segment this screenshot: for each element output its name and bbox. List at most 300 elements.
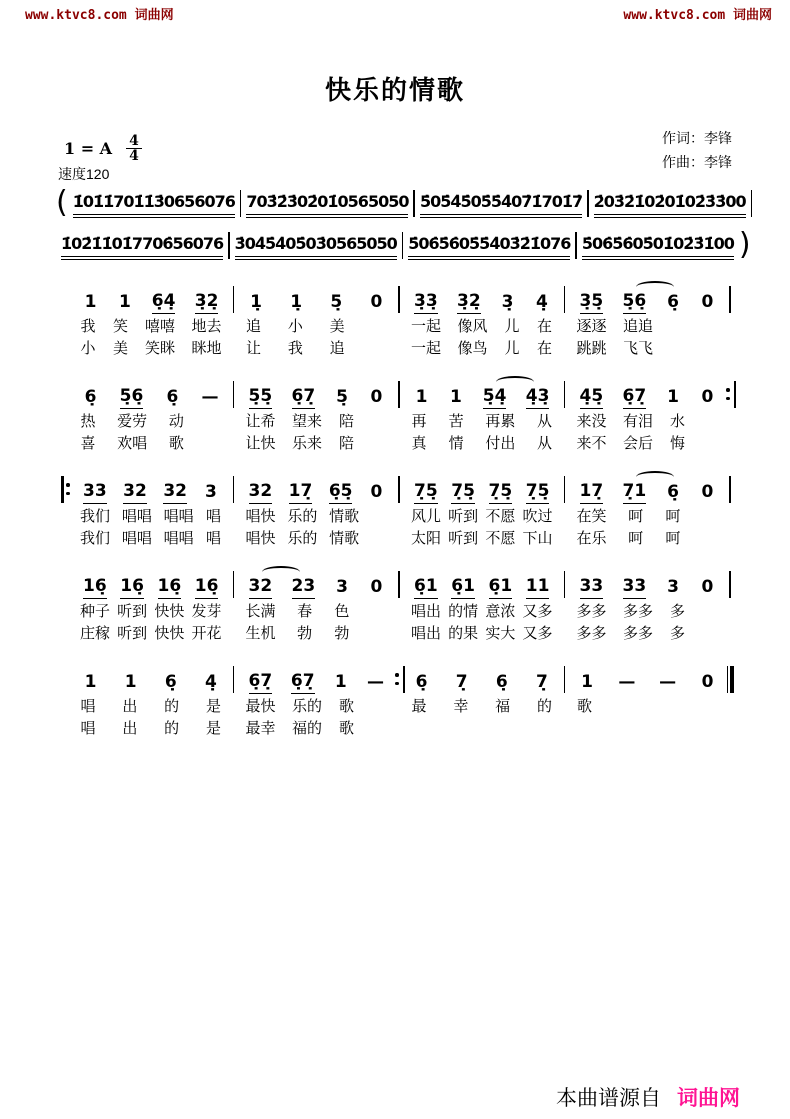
lyric-word: 逐逐 <box>576 317 607 335</box>
barline-thin-stroke <box>398 476 400 503</box>
barline-thin-stroke <box>727 666 729 693</box>
lyric-measure <box>74 315 228 336</box>
note-token: 6̣7̣ <box>249 670 273 694</box>
lyric-word: 唱唱 <box>163 507 194 525</box>
lyric-word: 种子 <box>80 602 111 620</box>
lyric-word: 多多 <box>576 624 607 642</box>
lyric-word: 乐的 <box>292 697 323 715</box>
lyric-word: 像风 <box>457 317 488 335</box>
barline-empty <box>56 284 74 314</box>
barline-thin-stroke <box>564 571 566 598</box>
barline-thin <box>228 379 240 409</box>
note-token: 1 <box>118 292 131 312</box>
note-token: 1̇076 <box>530 233 571 260</box>
lyric-word: 唱 <box>80 719 96 737</box>
measure <box>405 671 559 694</box>
lyric-measure <box>240 600 394 621</box>
lyric-word: 来不 <box>576 434 607 452</box>
lyric-word: 出 <box>122 719 138 737</box>
lyric-word: 福 <box>495 697 511 715</box>
barline-thin <box>393 569 405 599</box>
lyric-measure <box>571 622 725 643</box>
lyrics-row-verse-1 <box>56 409 736 431</box>
barline-repeat-end <box>724 379 736 409</box>
note-token: 32 <box>163 480 187 504</box>
note-token: 6̣ <box>166 387 179 407</box>
lyric-word: 一起 <box>411 317 442 335</box>
lyric-word: 呵 <box>628 529 644 547</box>
lyric-word: 苦 <box>448 412 464 430</box>
note-token: 7̣1 <box>623 480 647 504</box>
lyric-word: 眯地 <box>191 339 222 357</box>
barline-thin-stroke <box>729 571 731 598</box>
note-token: 7̣5̣ <box>414 480 438 504</box>
note-token: 5̣ <box>330 292 343 312</box>
note-token: 33 <box>83 480 107 504</box>
note-token: 11 <box>526 575 550 599</box>
lyric-word: 歌 <box>168 434 184 452</box>
lyric-word: 多多 <box>623 602 654 620</box>
lyric-word: 太阳 <box>411 529 442 547</box>
lyric-word: 发芽 <box>191 602 222 620</box>
note-token: 1 <box>124 672 137 692</box>
lyric-word: 唱唱 <box>163 529 194 547</box>
barline-thin-stroke <box>564 666 566 693</box>
barline-paren-close <box>738 227 751 262</box>
barline-thin-stroke <box>233 381 235 408</box>
note-token: — <box>659 672 677 692</box>
barline-repeat-start <box>56 474 74 504</box>
lyricist-credit: 作词：李锋 <box>662 130 732 146</box>
lyric-word: 呵 <box>628 507 644 525</box>
lyric-word: 在 <box>536 339 552 357</box>
lyric-word: 福的 <box>292 719 323 737</box>
lyric-word: 让快 <box>245 434 276 452</box>
note-token: 16̣ <box>120 575 144 599</box>
lyric-word: 的 <box>164 719 180 737</box>
lyric-word: 吹过 <box>522 507 553 525</box>
lyric-word: 唱快 <box>245 507 276 525</box>
lyric-word: 幸 <box>453 697 469 715</box>
barline-thin <box>393 379 405 409</box>
note-token: 1̇02̇1̇ <box>61 233 102 260</box>
lyric-measure <box>74 432 228 453</box>
lyric-measure <box>571 432 725 453</box>
lyric-word: 听到 <box>117 602 148 620</box>
note-token: 5̣ <box>336 387 349 407</box>
lyric-word: 付出 <box>485 434 516 452</box>
note-token: 1̇02̇0 <box>634 191 675 218</box>
lyric-word: 最快 <box>245 697 276 715</box>
lyric-word: 我 <box>80 317 96 335</box>
note-token: 6̣5̣ <box>329 480 353 504</box>
lyric-measure <box>571 600 725 621</box>
barline-thin-stroke <box>233 571 235 598</box>
lyric-word: 长满 <box>245 602 276 620</box>
lyric-word: 乐的 <box>287 529 318 547</box>
lyric-word: 在乐 <box>576 529 607 547</box>
note-token: 33 <box>580 575 604 599</box>
lyric-word: 乐来 <box>292 434 323 452</box>
footer <box>556 1082 740 1112</box>
note-token: 16̣ <box>83 575 107 599</box>
barline-thin-stroke <box>233 286 235 313</box>
lyric-word: 实大 <box>485 624 516 642</box>
note-token: 701̇1̇ <box>113 191 154 218</box>
lyric-measure <box>571 695 725 716</box>
note-token: 1 <box>334 672 347 692</box>
lyric-measure <box>240 505 394 526</box>
measure <box>405 385 559 409</box>
note-token: 1 <box>84 292 97 312</box>
note-token: 6076 <box>194 191 235 218</box>
barline-empty <box>56 664 74 694</box>
note-token: 16̣ <box>158 575 182 599</box>
lyric-measure <box>405 695 559 716</box>
lyric-measure <box>405 315 559 336</box>
score-system-7 <box>56 658 736 738</box>
note-token: 1̇01̇1̇ <box>73 191 114 218</box>
note-token: 1̇02̇3̇ <box>663 233 704 260</box>
note-token: 3 <box>336 577 349 597</box>
lyric-word: 听到 <box>448 529 479 547</box>
lyric-word: 听到 <box>117 624 148 642</box>
lyric-word: 水 <box>669 412 685 430</box>
measure <box>403 233 575 260</box>
watermark-top-left: www.ktvc8.com 词曲网 <box>25 8 174 23</box>
note-token: 5̣6̣ <box>623 290 647 314</box>
lyric-word: 乐的 <box>287 507 318 525</box>
note-token: 5̣4̣ <box>483 385 507 409</box>
lyric-word: 的 <box>536 697 552 715</box>
score-part <box>726 388 730 392</box>
notes-row <box>56 224 751 262</box>
repeat-dots <box>395 673 399 685</box>
tempo-label: 速度120 <box>58 166 110 182</box>
note-token: 706̇5 <box>142 233 183 260</box>
barline-repeat-end <box>393 664 405 694</box>
lyric-measure <box>74 410 228 431</box>
note-token: 3̣ <box>501 292 514 312</box>
notes-row <box>56 373 736 409</box>
measure <box>240 291 394 314</box>
note-token: 0 <box>370 387 383 407</box>
lyric-word: 色 <box>334 602 350 620</box>
lyric-measure <box>74 600 228 621</box>
lyrics-row-verse-2 <box>56 716 736 738</box>
lyric-word: 让希 <box>245 412 276 430</box>
lyrics-row-verse-1 <box>56 504 736 526</box>
key-label: 1 = A <box>64 139 113 158</box>
lyric-word: 我们 <box>80 507 111 525</box>
lyric-word: 情 <box>448 434 464 452</box>
note-token: 32 <box>249 575 273 599</box>
note-token: 3̇065 <box>154 191 195 218</box>
score-system-6 <box>56 563 736 643</box>
lyric-word: 歌 <box>338 697 354 715</box>
measure <box>405 480 559 504</box>
barline-thin <box>228 474 240 504</box>
note-token: 0 <box>701 672 714 692</box>
score-part <box>395 682 399 686</box>
note-token: 5050 <box>356 233 397 260</box>
note-token: 1̣ <box>290 292 303 312</box>
lyric-measure <box>240 337 394 358</box>
paren-open-glyph: ( <box>56 185 68 220</box>
note-token: 6̣4̣ <box>152 290 176 314</box>
lyric-word: 多 <box>669 602 685 620</box>
measure <box>74 575 228 599</box>
measure <box>68 191 240 218</box>
barline-thin <box>559 664 571 694</box>
note-token: 17̣ <box>289 480 313 504</box>
measure <box>571 290 725 314</box>
watermark-top-right: www.ktvc8.com 词曲网 <box>623 8 772 23</box>
lyric-measure <box>74 505 228 526</box>
lyric-word: 像鸟 <box>457 339 488 357</box>
lyric-word: 我们 <box>80 529 111 547</box>
note-token: 3 <box>205 482 217 502</box>
barline-thick-stroke <box>61 476 65 503</box>
lyric-word: 唱 <box>205 507 221 525</box>
barline-empty <box>56 569 74 599</box>
lyric-measure <box>405 337 559 358</box>
barline-empty <box>56 379 74 409</box>
score-part <box>66 483 70 487</box>
lyric-word: 歌 <box>576 697 592 715</box>
note-token: 0 <box>701 387 714 407</box>
barline-thin <box>724 569 736 599</box>
lyric-word: 是 <box>205 719 221 737</box>
footer-source-text: 本曲谱源自 <box>556 1087 661 1110</box>
barline-thick-stroke <box>734 381 737 408</box>
lyric-word: 热 <box>80 412 96 430</box>
lyric-word: 悔 <box>669 434 685 452</box>
lyric-word: 呵 <box>665 507 681 525</box>
measure <box>577 233 739 260</box>
lyric-word: 追追 <box>623 317 654 335</box>
note-token: 3̇056 <box>316 233 357 260</box>
lyric-word: 地去 <box>191 317 222 335</box>
notes-row <box>56 468 736 504</box>
lyric-word: 出 <box>122 697 138 715</box>
lyric-word: 美 <box>112 339 128 357</box>
measure <box>589 191 751 218</box>
score-part <box>66 492 70 496</box>
note-token: 5̇06̇5̇ <box>582 233 623 260</box>
note-token: 6̣ <box>164 672 177 692</box>
notes-row <box>56 658 736 694</box>
note-token: — <box>201 387 219 407</box>
measure <box>74 671 228 694</box>
barline-thin-stroke <box>398 286 400 313</box>
barline-thin <box>559 379 571 409</box>
lyric-word: 望来 <box>292 412 323 430</box>
barline-thin <box>393 284 405 314</box>
lyric-word: 又多 <box>522 602 553 620</box>
lyric-word: 追 <box>245 317 261 335</box>
lyric-word: 唱唱 <box>121 529 152 547</box>
note-token: 4̣5̣ <box>580 385 604 409</box>
note-token: 3̇04̇5̇ <box>235 233 276 260</box>
score-part <box>726 397 730 401</box>
lyric-word: 小 <box>287 317 303 335</box>
lyric-measure <box>405 432 559 453</box>
note-token: 1 <box>449 387 462 407</box>
note-token: 5̣6̣ <box>120 385 144 409</box>
lyric-word: 飞飞 <box>623 339 654 357</box>
lyric-word: 从 <box>536 412 552 430</box>
lyric-measure <box>405 505 559 526</box>
note-token: 0 <box>370 292 383 312</box>
measure <box>74 290 228 314</box>
lyric-word: 有泪 <box>623 412 654 430</box>
lyric-word: 再累 <box>485 412 516 430</box>
lyric-word: 陪 <box>338 412 354 430</box>
lyric-measure <box>74 337 228 358</box>
lyric-word: 唱出 <box>411 602 442 620</box>
note-token: 2̇03̇2̇ <box>594 191 635 218</box>
measure <box>241 191 413 218</box>
lyric-measure <box>240 315 394 336</box>
barline-thin <box>228 664 240 694</box>
lyric-word: 不愿 <box>485 529 516 547</box>
note-token: 3̣3̣ <box>414 290 438 314</box>
note-token: 3̇00 <box>715 191 745 218</box>
note-token: 5050 <box>368 191 409 218</box>
note-token: 5̇05̇5̇ <box>461 191 502 218</box>
lyrics-row-verse-2 <box>56 431 736 453</box>
measure <box>74 480 228 504</box>
measure <box>405 575 559 599</box>
lyrics-row-verse-2 <box>56 336 736 358</box>
lyric-word: 是 <box>205 697 221 715</box>
note-token: 6076 <box>183 233 224 260</box>
barline-final <box>724 664 736 694</box>
barline-thin-stroke <box>233 666 235 693</box>
barline-thin-stroke <box>398 381 400 408</box>
note-token: 0 <box>701 482 714 502</box>
note-token: 0 <box>701 577 714 597</box>
lyric-word: 美 <box>329 317 345 335</box>
note-token: 5̇05̇4̇ <box>420 191 461 218</box>
note-token: 6̣ <box>667 482 680 502</box>
lyric-measure <box>571 505 725 526</box>
lyric-word: 开花 <box>191 624 222 642</box>
lyric-word: 嘻嘻 <box>144 317 175 335</box>
lyric-measure <box>74 622 228 643</box>
measure <box>571 480 725 504</box>
score-system-3 <box>56 278 736 358</box>
measure <box>405 290 559 314</box>
barline-thin-stroke <box>729 476 731 503</box>
lyric-word: 让 <box>245 339 261 357</box>
repeat-dots <box>66 483 70 495</box>
lyric-measure <box>405 527 559 548</box>
note-token: 3̇02̇0 <box>287 191 328 218</box>
lyric-word: 不愿 <box>485 507 516 525</box>
note-token: 7̣5̣ <box>489 480 513 504</box>
lyric-word: 意浓 <box>485 602 516 620</box>
measure <box>571 671 725 694</box>
note-token: 4̣ <box>536 292 548 312</box>
measure <box>240 480 394 504</box>
lyric-word: 多多 <box>576 602 607 620</box>
score-system-2 <box>56 224 751 262</box>
lyric-word: 笑眯 <box>144 339 175 357</box>
measure <box>240 670 394 694</box>
note-token: 3 <box>667 577 680 597</box>
note-token: 1 <box>84 672 97 692</box>
lyric-measure <box>240 432 394 453</box>
note-token: 3̣2̣ <box>195 290 219 314</box>
lyrics-row-verse-2 <box>56 621 736 643</box>
paren-close-glyph: ) <box>738 227 751 262</box>
lyric-word: 儿 <box>504 317 520 335</box>
lyric-word: 唱出 <box>411 624 442 642</box>
lyric-word: 爱劳 <box>117 412 148 430</box>
note-token: 6̇05̇5̇ <box>449 233 490 260</box>
lyric-word: 的 <box>164 697 180 715</box>
note-token: — <box>367 672 384 692</box>
lyric-word: 喜 <box>80 434 96 452</box>
note-token: 16̣ <box>195 575 219 599</box>
score-system-1 <box>56 182 746 220</box>
song-title: 快乐的情歌 <box>324 76 465 106</box>
note-token: 3̣5̣ <box>580 290 604 314</box>
lyric-word: 又多 <box>522 624 553 642</box>
note-token: 23 <box>292 575 316 599</box>
lyric-measure <box>240 527 394 548</box>
lyric-measure <box>74 717 228 738</box>
note-token: 7̣ <box>455 672 468 692</box>
note-token: 4̣ <box>205 672 217 692</box>
note-token: 33 <box>623 575 647 599</box>
measure <box>240 575 394 599</box>
lyric-measure <box>240 410 394 431</box>
note-token: 0 <box>370 482 383 502</box>
note-token: 1̇01̇7 <box>102 233 143 260</box>
measure <box>56 233 228 260</box>
lyric-word: 跳跳 <box>576 339 607 357</box>
note-token: 6̣1 <box>489 575 513 599</box>
repeat-dots <box>726 388 730 400</box>
note-token: 0 <box>370 577 383 597</box>
measure <box>415 191 587 218</box>
credits <box>662 126 732 174</box>
lyric-word: 真 <box>411 434 427 452</box>
lyric-word: 再 <box>411 412 427 430</box>
lyrics-row-verse-1 <box>56 314 736 336</box>
lyric-word: 快快 <box>154 602 185 620</box>
lyric-measure <box>405 622 559 643</box>
lyric-word: 在笑 <box>576 507 607 525</box>
lyric-measure <box>571 337 725 358</box>
note-token: 1̇02̇3̇ <box>675 191 716 218</box>
note-token: 5̣5̣ <box>249 385 273 409</box>
footer-brand-link[interactable]: 词曲网 <box>677 1087 740 1110</box>
lyric-word: 一起 <box>411 339 442 357</box>
barline-thin <box>393 474 405 504</box>
note-token: 6̣7̣ <box>291 670 315 694</box>
measure <box>571 385 725 409</box>
measure <box>74 385 228 409</box>
note-token: 3̣2̣ <box>457 290 481 314</box>
lyric-word: 下山 <box>522 529 553 547</box>
score <box>56 182 751 753</box>
lyric-word: 生机 <box>245 624 276 642</box>
note-token: 6̇05̇0 <box>622 233 663 260</box>
